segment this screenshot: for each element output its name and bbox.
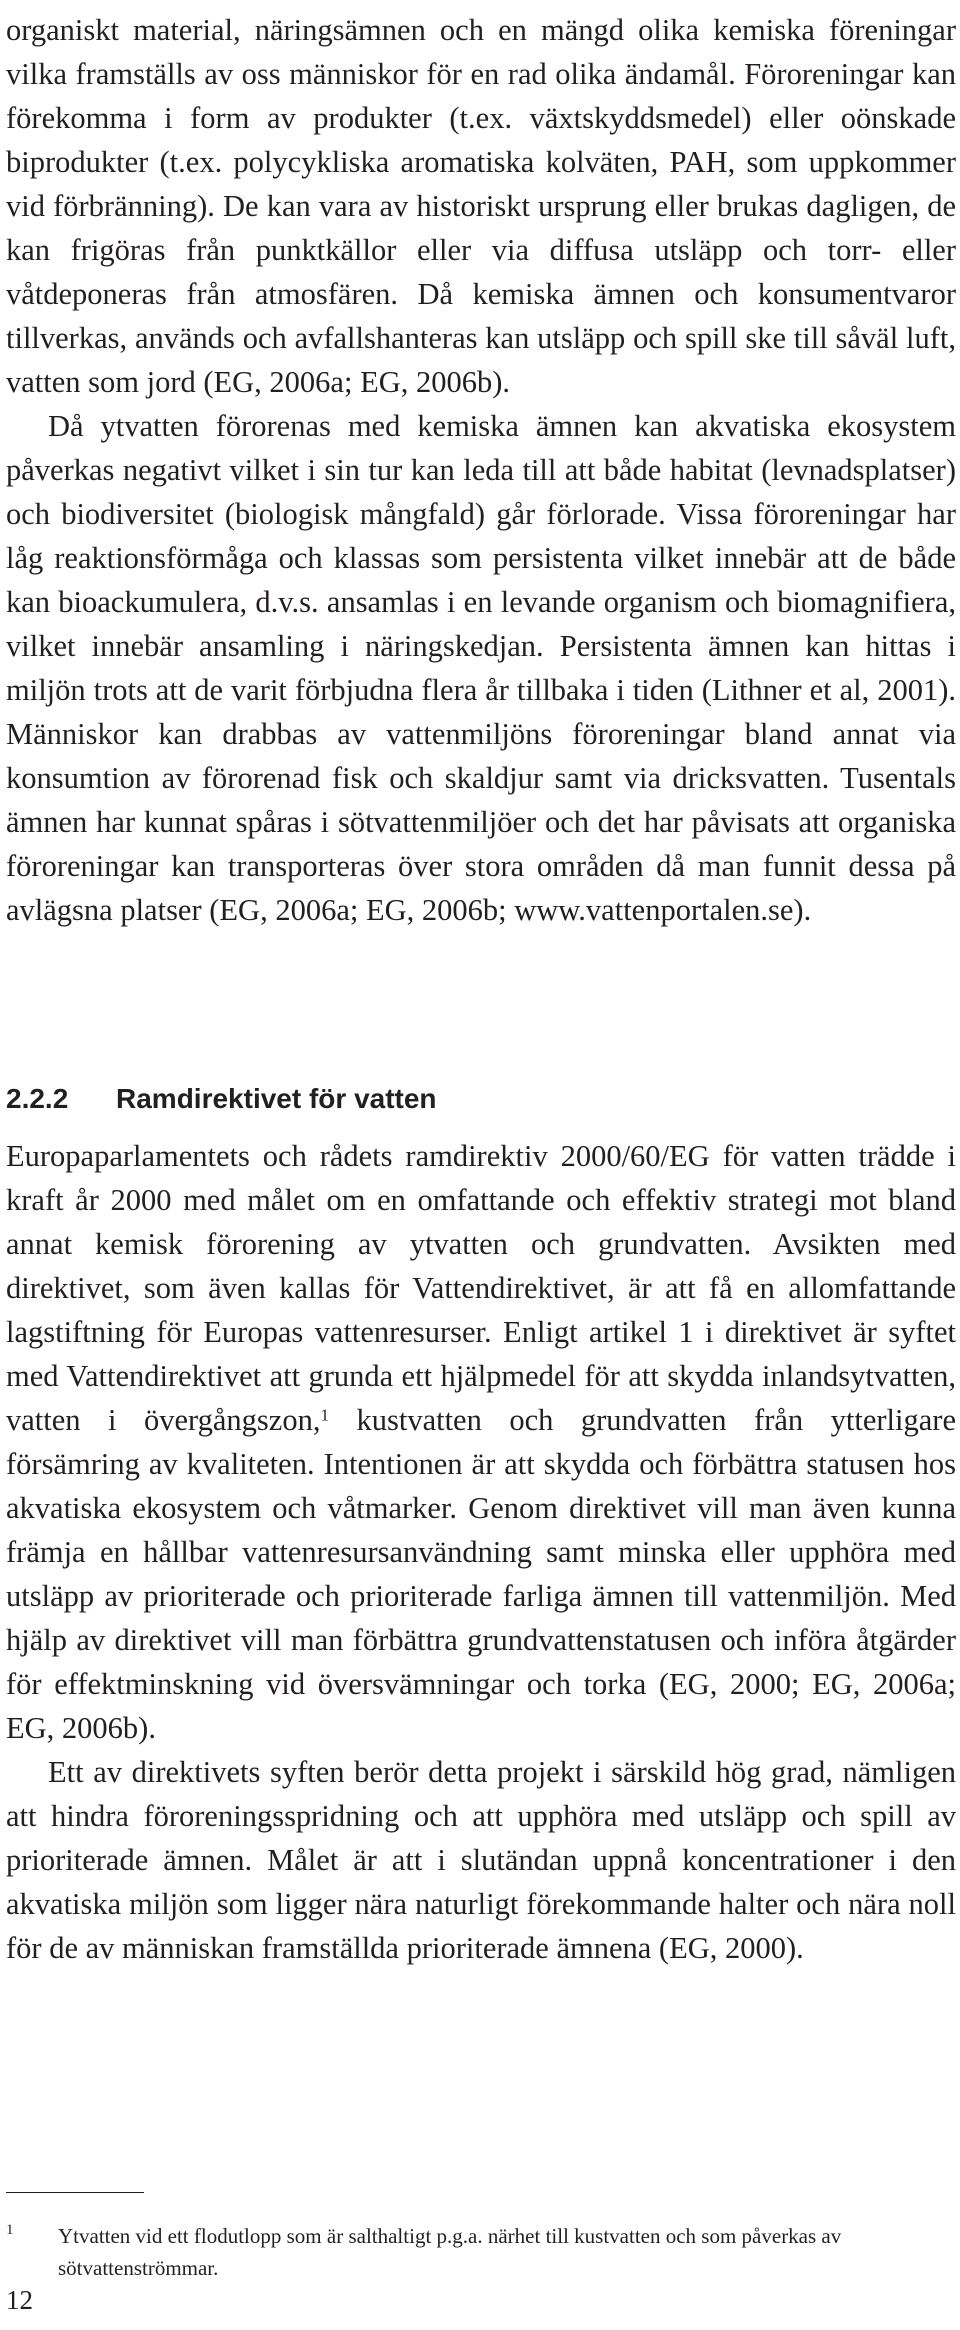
paragraph: Ett av direktivets syften berör detta projekt i särskild hög grad, nämligen att hindra föroreningsspridning och att upphöra med utsläpp och spill av prioriterade ämnen. Målet är att i slutändan uppnå koncentrationer i den akvatiska miljön som ligger nära naturligt förekommande halter och nära noll för de av människan framställda prioriterade ämnena (EG, 2000). [6, 1755, 956, 1965]
paragraph: Då ytvatten förorenas med kemiska ämnen kan akvatiska ekosystem påverkas negativt vilket i sin tur kan leda till att både habitat (levnadsplatser) och biodiversitet (biologisk mångfald) går förlorade. Vissa föroreningar har låg reaktionsförmåga och klassas som persistenta vilket innebär att de både kan bioackumulera, d.v.s. ansamlas i en levande organism och biomagnifiera, vilket innebär ansamling i näringskedjan. Persistenta ämnen kan hittas i miljön trots att de varit förbjudna flera år tillbaka i tiden (Lithner et al, 2001). Människor kan drabbas av vattenmiljöns föroreningar bland annat via konsumtion av förorenad fisk och skaldjur samt via dricksvatten. Tusentals ämnen har kunnat spåras i sötvattenmiljöer och det har påvisats att organiska föroreningar kan transporteras över stora områden då man funnit dessa på avlägsna platser (EG, 2006a; EG, 2006b; www.vattenportalen.se). [6, 409, 956, 927]
paragraph [6, 1134, 956, 1750]
footnote [6, 2220, 956, 2284]
page-number: 12 [6, 2285, 33, 2315]
footnote-number: 1 [6, 2222, 14, 2238]
footnote-reference: 1 [320, 1405, 329, 1425]
footnote-divider [6, 2192, 144, 2193]
body-text-section [6, 1134, 956, 1970]
section-title: Ramdirektivet för vatten [116, 1083, 437, 1114]
footnote-text: Ytvatten vid ett flodutlopp som är salthaltigt p.g.a. närhet till kustvatten och som påverkas av sötvattenströmmar. [58, 2224, 842, 2280]
section-heading [6, 1077, 437, 1121]
paragraph: organiskt material, näringsämnen och en mängd olika kemiska föreningar vilka framställs av oss människor för en rad olika ändamål. Föroreningar kan förekomma i form av produkter (t.ex. växtskyddsmedel) eller oönskade biprodukter (t.ex. polycykliska aromatiska kolväten, PAH, som uppkommer vid förbränning). De kan vara av historiskt ursprung eller brukas dagligen, de kan frigöras från punktkällor eller via diffusa utsläpp och torr- eller våtdeponeras från atmosfären. Då kemiska ämnen och konsumentvaror tillverkas, används och avfallshanteras kan utsläpp och spill ske till såväl luft, vatten som jord (EG, 2006a; EG, 2006b). [6, 13, 956, 399]
paragraph-text: kustvatten och grundvatten från ytterligare försämring av kvaliteten. Intentionen är att skydda och förbättra statusen hos akvatiska ekosystem och våtmarker. Genom direktivet vill man även kunna främja en hållbar vattenresursanvändning samt minska eller upphöra med utsläpp av prioriterade och prioriterade farliga ämnen till vattenmiljön. Med hjälp av direktivet vill man förbättra grundvattenstatusen och införa åtgärder för effektminskning vid översvämningar och torka (EG, 2000; EG, 2006a; EG, 2006b). [6, 1403, 956, 1745]
body-text-continued [6, 8, 956, 932]
paragraph-text: Europaparlamentets och rådets ramdirektiv 2000/60/EG för vatten trädde i kraft år 2000 med målet om en omfattande och effektiv strategi mot bland annat kemisk förorening av ytvatten och grundvatten. Avsikten med direktivet, som även kallas för Vattendirektivet, är att få en allomfattande lagstiftning för Europas vattenresurser. Enligt artikel 1 i direktivet är syftet med Vattendirektivet att grunda ett hjälpmedel för att skydda inlandsytvatten, vatten i övergångszon, [6, 1139, 956, 1437]
section-number: 2.2.2 [6, 1083, 69, 1114]
